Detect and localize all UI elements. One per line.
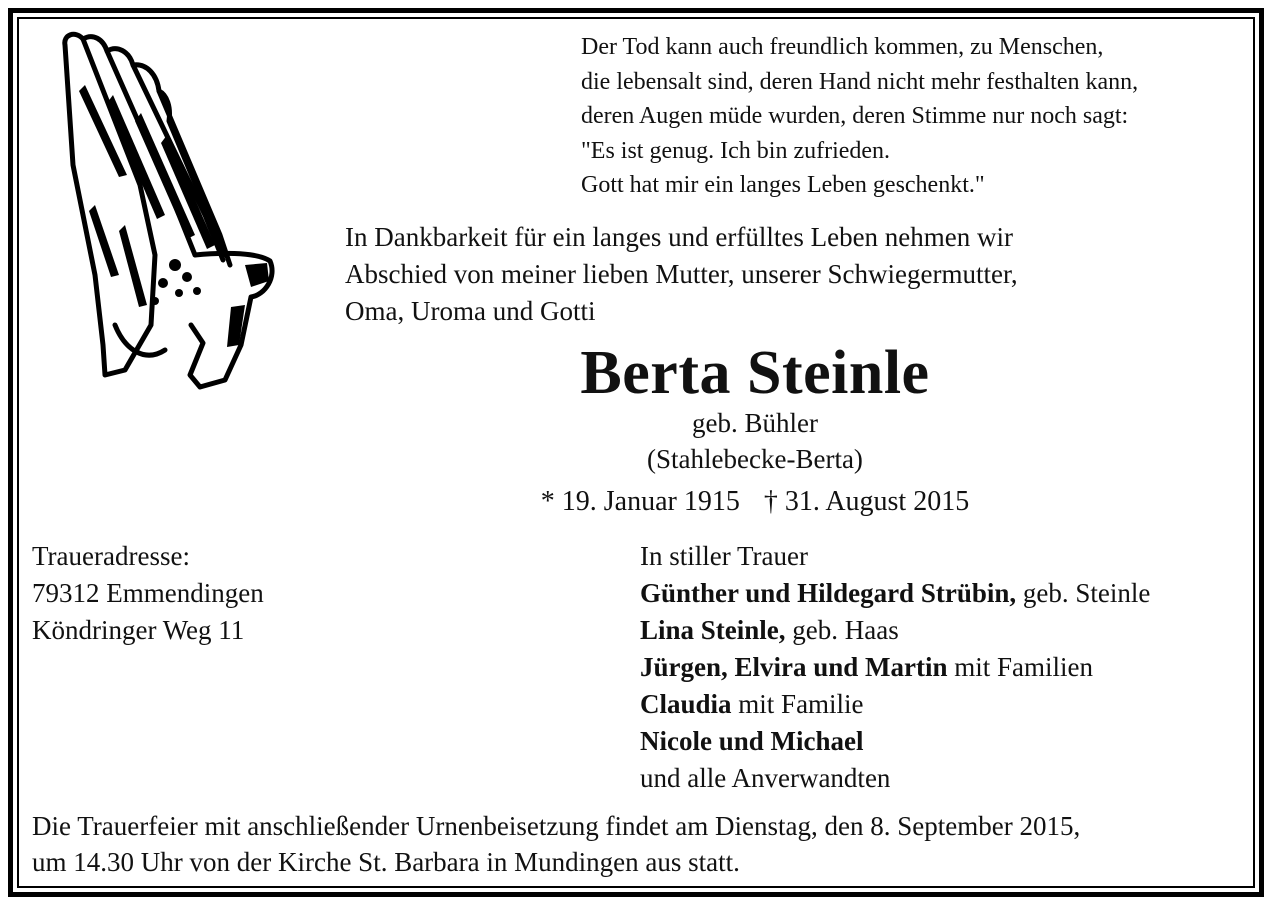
ceremony-info bbox=[32, 808, 1257, 880]
intro-text bbox=[345, 219, 1245, 330]
poem-line: Gott hat mir ein langes Leben geschenkt." bbox=[581, 172, 985, 198]
poem bbox=[581, 30, 1261, 203]
intro-line: Abschied von meiner lieben Mutter, unserer Schwiegermutter, bbox=[345, 259, 1018, 289]
mourners-heading: In stiller Trauer bbox=[640, 541, 808, 571]
mourner-detail: geb. Haas bbox=[785, 615, 899, 645]
death-date: † 31. August 2015 bbox=[763, 486, 970, 517]
nickname: (Stahlebecke-Berta) bbox=[647, 444, 863, 474]
mourner-name: Nicole und Michael bbox=[640, 726, 864, 756]
birth-date: * 19. Januar 1915 bbox=[540, 486, 740, 517]
mourner-entry bbox=[640, 649, 1150, 686]
ceremony-line: um 14.30 Uhr von der Kirche St. Barbara in Mundingen aus statt. bbox=[32, 847, 740, 877]
mourner-entry bbox=[640, 723, 1150, 760]
mourner-entry bbox=[640, 575, 1150, 612]
life-dates bbox=[345, 485, 1165, 519]
address-city: 79312 Emmendingen bbox=[32, 578, 264, 608]
mourner-name: Lina Steinle, bbox=[640, 615, 786, 645]
birth-name: geb. Bühler bbox=[692, 408, 818, 438]
mourner-name: Günther und Hildegard Strübin, bbox=[640, 578, 1017, 608]
poem-line: die lebensalt sind, deren Hand nicht mehr festhalten kann, bbox=[581, 68, 1139, 95]
deceased-name: Berta Steinle bbox=[580, 339, 930, 407]
address-label: Traueradresse: bbox=[32, 541, 190, 571]
mourner-name: Jürgen, Elvira und Martin bbox=[640, 652, 948, 682]
intro-line: Oma, Uroma und Gotti bbox=[345, 296, 596, 326]
ceremony-line: Die Trauerfeier mit anschließender Urnenbeisetzung findet am Dienstag, den 8. September 2015, bbox=[32, 811, 1081, 841]
poem-line: deren Augen müde wurden, deren Stimme nur noch sagt: bbox=[581, 103, 1129, 129]
poem-line: Der Tod kann auch freundlich kommen, zu Menschen, bbox=[581, 34, 1104, 60]
mourner-detail: mit Familien bbox=[947, 652, 1094, 682]
intro-line: In Dankbarkeit für ein langes und erfülltes Leben nehmen wir bbox=[345, 222, 1014, 252]
mourners-closing: und alle Anverwandten bbox=[640, 763, 891, 793]
mourner-detail: geb. Steinle bbox=[1016, 578, 1151, 608]
mourner-name: Claudia bbox=[640, 689, 732, 719]
mourner-entry bbox=[640, 612, 1150, 649]
poem-line: "Es ist genug. Ich bin zufrieden. bbox=[581, 137, 891, 164]
address-street: Köndringer Weg 11 bbox=[32, 615, 245, 645]
praying-hands-icon bbox=[55, 25, 285, 395]
mourner-entry bbox=[640, 686, 1150, 723]
mourner-detail: mit Familie bbox=[731, 689, 864, 719]
mourning-address bbox=[32, 538, 264, 649]
mourners-list bbox=[640, 538, 1150, 797]
